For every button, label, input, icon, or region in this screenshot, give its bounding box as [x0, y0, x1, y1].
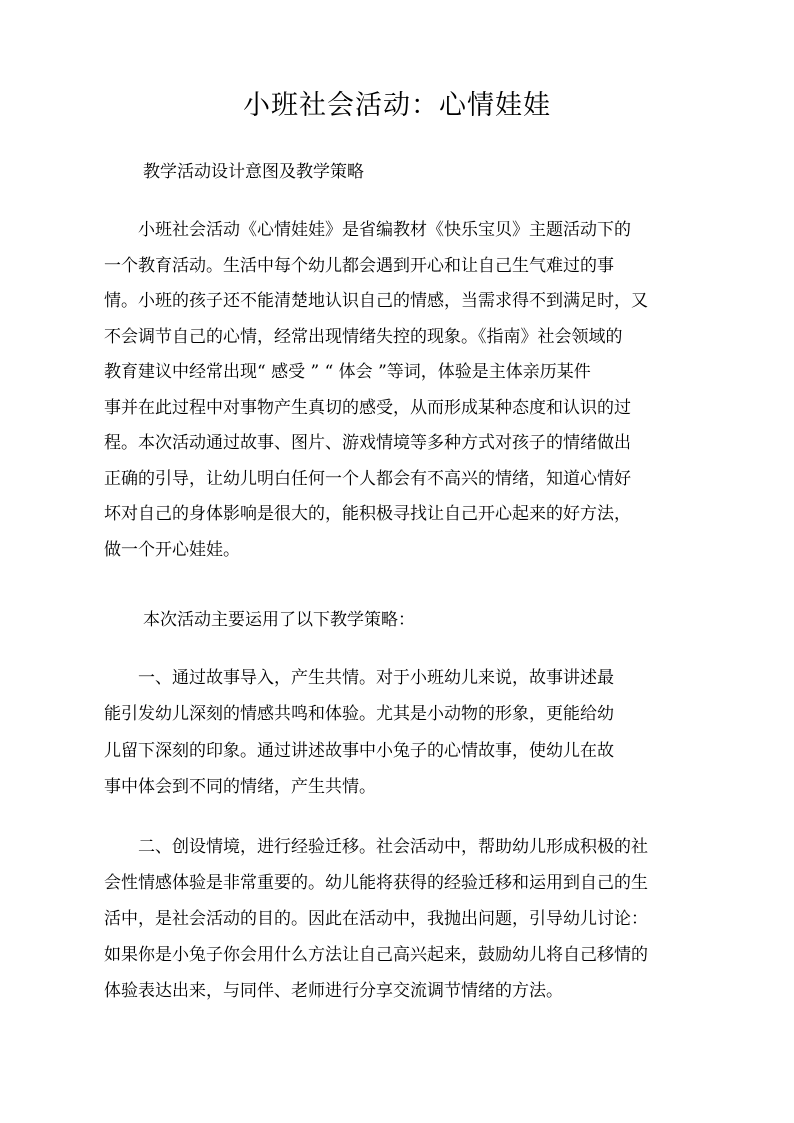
paragraph-intro [104, 216, 648, 571]
paragraph-strategy-one [104, 664, 614, 809]
text-line: 一个教育活动。生活中每个幼儿都会遇到开心和让自己生气难过的事 [104, 255, 614, 276]
text-line: 做一个开心娃娃。 [104, 539, 240, 560]
text-line: 坏对自己的身体影响是很大的，能积极寻找让自己开心起来的好方法， [104, 504, 631, 524]
text-line: 一、通过故事导入，产生共情。对于小班幼儿来说，故事讲述最 [104, 668, 614, 688]
text-line: 情。小班的孩子还不能清楚地认识自己的情感，当需求得不到满足时，又 [104, 291, 648, 311]
text-line: 会性情感体验是非常重要的。幼儿能将获得的经验迁移和运用到自己的生 [104, 873, 648, 893]
paragraph-strategies-intro [143, 606, 415, 642]
text-line: 体验表达出来，与同伴、老师进行分享交流调节情绪的方法。 [104, 981, 563, 1001]
text-line: 二、创设情境，进行经验迁移。社会活动中，帮助幼儿形成积极的社 [104, 837, 648, 857]
text-line: 正确的引导，让幼儿明白任何一个人都会有不高兴的情绪，知道心情好 [104, 468, 631, 489]
text-line: 活中，是社会活动的目的。因此在活动中，我抛出问题，引导幼儿讨论： [104, 909, 648, 929]
text-line: 不会调节自己的心情，经常出现情绪失控的现象。《指南》社会领域的 [104, 326, 623, 347]
text-line: 事中体会到不同的情绪，产生共情。 [104, 776, 376, 797]
text-line: 程。本次活动通过故事、图片、游戏情境等多种方式对孩子的情绪做出 [104, 433, 631, 453]
paragraph-strategy-two [104, 833, 648, 1013]
document-title: 小班社会活动：心情娃娃 [243, 90, 551, 121]
text-line: 本次活动主要运用了以下教学策略： [143, 610, 415, 630]
text-line: 儿留下深刻的印象。通过讲述故事中小兔子的心情故事，使幼儿在故 [104, 740, 614, 761]
text-line: 如果你是小兔子你会用什么方法让自己高兴起来，鼓励幼儿将自己移情的 [104, 945, 648, 965]
text-line: 教育建议中经常出现“ 感受 ” “ 体会 ”等词，体验是主体亲历某件 [104, 362, 591, 382]
text-line: 事并在此过程中对事物产生真切的感受，从而形成某种态度和认识的过 [104, 397, 631, 418]
text-line: 能引发幼儿深刻的情感共鸣和体验。尤其是小动物的形象，更能给幼 [104, 704, 614, 725]
text-line: 小班社会活动《心情娃娃》是省编教材《快乐宝贝》主题活动下的 [104, 220, 631, 240]
section-heading: 教学活动设计意图及教学策略 [143, 162, 364, 182]
